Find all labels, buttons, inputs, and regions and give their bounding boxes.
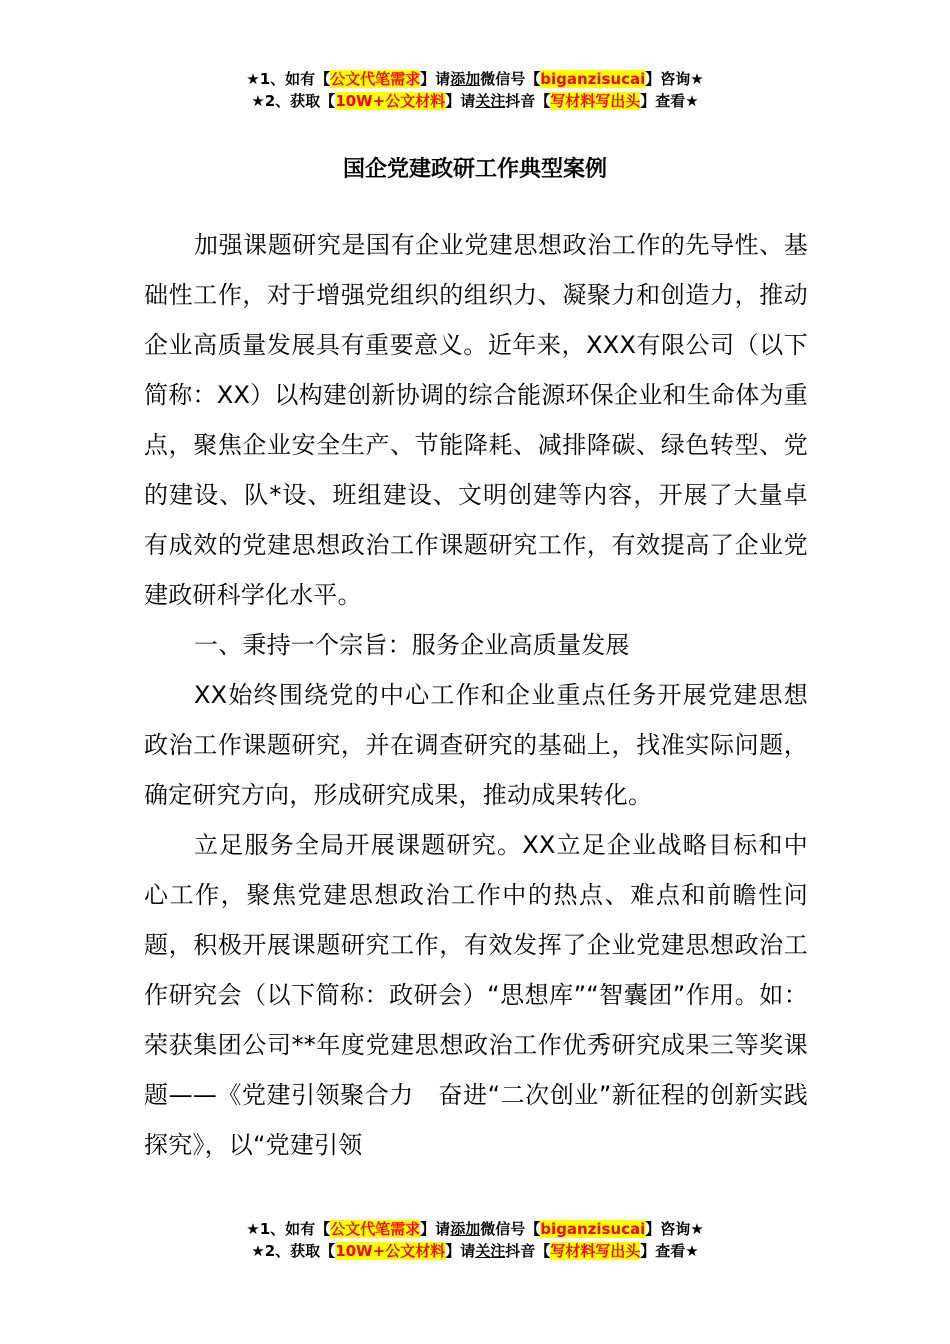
footer-line1-highlight-service: 公文代笔需求 xyxy=(330,1220,421,1238)
header-line2-prefix: ★2、获取【 xyxy=(251,92,336,110)
footer-line2-mid2: 抖音【 xyxy=(505,1242,551,1260)
footer-line1-mid2: 微信号【 xyxy=(480,1220,541,1238)
footer-line2-underlined: 关注 xyxy=(475,1242,506,1260)
footer-line-2 xyxy=(0,1240,950,1262)
document-body xyxy=(144,220,808,1170)
header-line2-mid2: 抖音【 xyxy=(505,92,551,110)
footer-banner xyxy=(0,1218,950,1262)
header-line2-suffix: 】查看★ xyxy=(640,92,699,110)
header-line1-highlight-wechat: biganzisucai xyxy=(540,70,646,88)
header-line2-highlight-douyin: 写材料写出头 xyxy=(550,92,641,110)
header-line2-mid1: 】请 xyxy=(445,92,476,110)
header-line1-suffix: 】咨询★ xyxy=(645,70,704,88)
header-line1-underlined: 添加 xyxy=(450,70,481,88)
paragraph-research: 立足服务全局开展课题研究。XX立足企业战略目标和中心工作，聚焦党建思想政治工作中的热点、难点和前瞻性问题，积极开展课题研究工作，有效发挥了企业党建思想政治工作研究会（以下简称：政研会）“思想库”“智囊团”作用。如：荣获集团公司**年度党建思想政治工作优秀研究成果三等奖课题——《党建引领聚合力 奋进“二次创业”新征程的创新实践探究》，以“党建引领 xyxy=(144,831,808,1159)
header-line1-prefix: ★1、如有【 xyxy=(246,70,331,88)
footer-line1-suffix: 】咨询★ xyxy=(645,1220,704,1238)
header-line2-highlight-materials: 10W+公文材料 xyxy=(335,92,446,110)
footer-line2-highlight-douyin: 写材料写出头 xyxy=(550,1242,641,1260)
footer-line-1 xyxy=(0,1218,950,1240)
footer-line1-underlined: 添加 xyxy=(450,1220,481,1238)
footer-line1-mid1: 】请 xyxy=(420,1220,451,1238)
header-line1-highlight-service: 公文代笔需求 xyxy=(330,70,421,88)
header-line1-mid1: 】请 xyxy=(420,70,451,88)
footer-line2-mid1: 】请 xyxy=(445,1242,476,1260)
section-heading-1: 一、秉持一个宗旨：服务企业高质量发展 xyxy=(194,631,630,659)
header-banner xyxy=(0,68,950,112)
footer-line2-prefix: ★2、获取【 xyxy=(251,1242,336,1260)
header-line1-mid2: 微信号【 xyxy=(480,70,541,88)
paragraph-intro: 加强课题研究是国有企业党建思想政治工作的先导性、基础性工作，对于增强党组织的组织力、凝聚力和创造力，推动企业高质量发展具有重要意义。近年来，XXX有限公司（以下简称：XX）以构建创新协调的综合能源环保企业和生命体为重点，聚焦企业安全生产、节能降耗、减排降碳、绿色转型、党的建设、队*设、班组建设、文明创建等内容，开展了大量卓有成效的党建思想政治工作课题研究工作，有效提高了企业党建政研科学化水平。 xyxy=(144,231,808,609)
paragraph-section-1: XX始终围绕党的中心工作和企业重点任务开展党建思想政治工作课题研究，并在调查研究的基础上，找准实际问题，确定研究方向，形成研究成果，推动成果转化。 xyxy=(144,681,808,809)
footer-line2-highlight-materials: 10W+公文材料 xyxy=(335,1242,446,1260)
footer-line1-prefix: ★1、如有【 xyxy=(246,1220,331,1238)
footer-line2-suffix: 】查看★ xyxy=(640,1242,699,1260)
header-line-1 xyxy=(0,68,950,90)
document-title: 国企党建政研工作典型案例 xyxy=(342,157,607,182)
header-line-2 xyxy=(0,90,950,112)
footer-line1-highlight-wechat: biganzisucai xyxy=(540,1220,646,1238)
header-line2-underlined: 关注 xyxy=(475,92,506,110)
